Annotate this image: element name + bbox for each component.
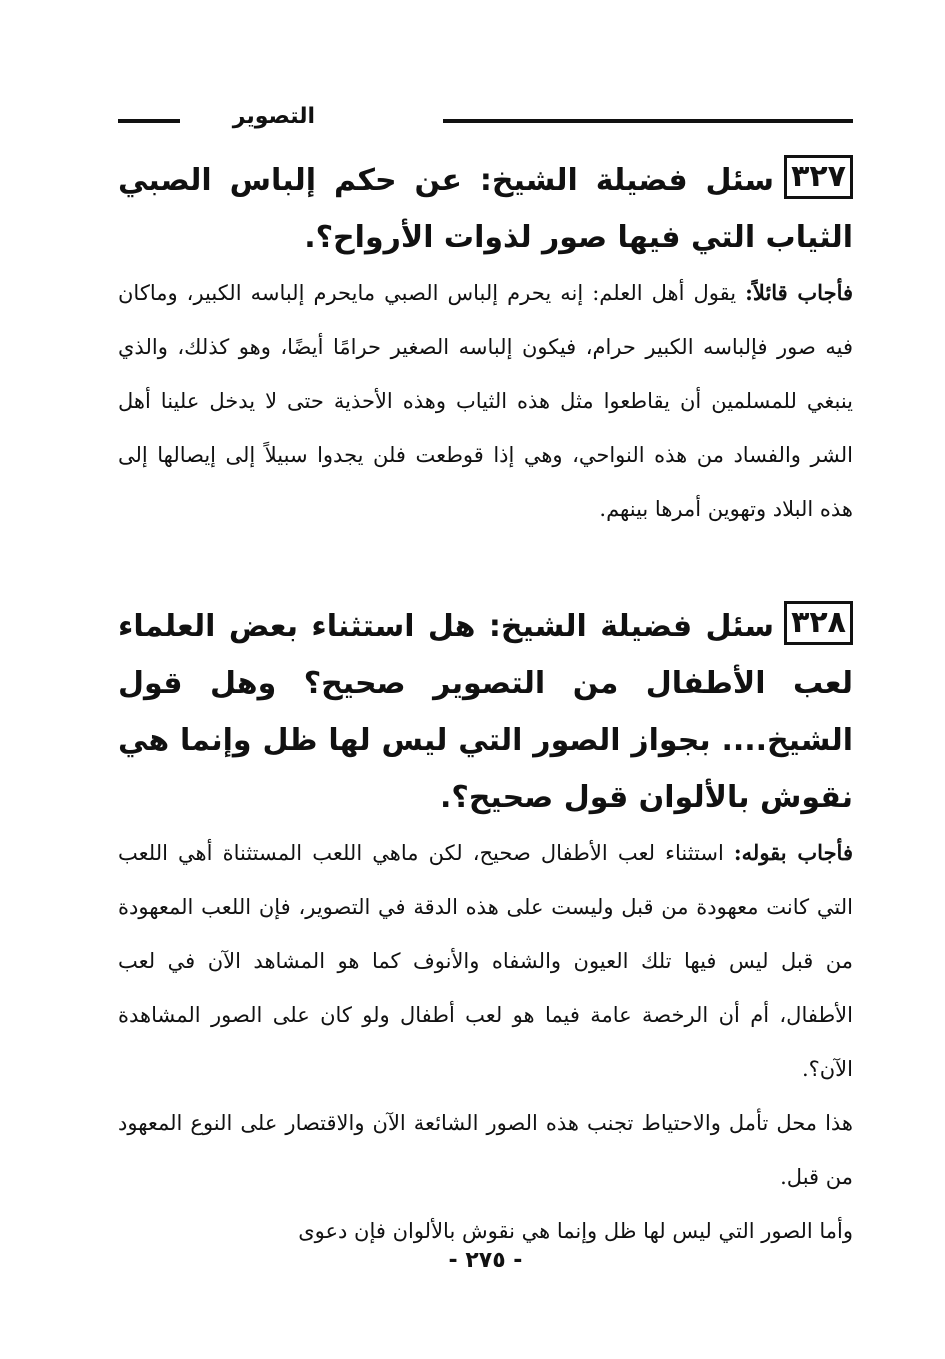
- answer-lead: فأجاب قائلاً:: [745, 280, 854, 305]
- question-text: سئل فضيلة الشيخ: هل استثناء بعض العلماء لعب الأطفال من التصوير صحيح؟ وهل قول الشيخ.... بجواز الصور التي ليس لها ظل وإنما هي نقوش بالألوان قول صحيح؟.: [118, 609, 853, 815]
- question-text: سئل فضيلة الشيخ: عن حكم إلباس الصبي الثياب التي فيها صور لذوات الأرواح؟.: [118, 163, 853, 255]
- running-header: [118, 100, 853, 134]
- question-328-section: [118, 598, 853, 1258]
- book-page: [118, 0, 853, 1359]
- answer-lead: فأجاب بقوله:: [733, 840, 853, 865]
- answer-paragraph: هذا محل تأمل والاحتياط تجنب هذه الصور الشائعة الآن والاقتصار على النوع المعهود من قبل.: [118, 1111, 853, 1189]
- question-327: [118, 152, 853, 266]
- answer-paragraph: وأما الصور التي ليس لها ظل وإنما هي نقوش بالألوان فإن دعوى: [298, 1219, 853, 1243]
- header-rule-left: [118, 119, 180, 123]
- answer-text: يقول أهل العلم: إنه يحرم إلباس الصبي مايحرم إلباسه الكبير، وماكان فيه صور فإلباسه الكبير حرام، فيكون إلباسه الصغير حرامًا أيضًا، وهو كذلك، والذي ينبغي للمسلمين أن يقاطعوا مثل هذه الثياب وهذه الأحذية حتى لا يدخل علينا أهل الشر والفساد من هذه النواحي، وهي إذا قوطعت فلن يجدوا سبيلاً إلى إيصالها إلى هذه البلاد وتهوين أمرها بينهم.: [118, 281, 853, 521]
- header-rule-right: [443, 119, 853, 123]
- question-number-box: ٣٢٨: [784, 601, 853, 645]
- question-328: [118, 598, 853, 826]
- header-title: التصوير: [232, 104, 315, 129]
- answer-328: [118, 826, 853, 1096]
- question-number-box: ٣٢٧: [784, 155, 853, 199]
- page-number: - ٢٧٥ -: [448, 1248, 523, 1273]
- answer-text: استثناء لعب الأطفال صحيح، لكن ماهي اللعب المستثناة أهي اللعب التي كانت معهودة من قبل وليست على هذه الدقة في التصوير، فإن اللعب المعهودة من قبل ليس فيها تلك العيون والشفاه والأنوف كما هو المشاهد الآن في لعب الأطفال، أم أن الرخصة عامة فيما هو لعب أطفال ولو كان على الصور المشاهدة الآن؟.: [118, 841, 853, 1081]
- question-327-section: [118, 152, 853, 536]
- answer-327: [118, 266, 853, 536]
